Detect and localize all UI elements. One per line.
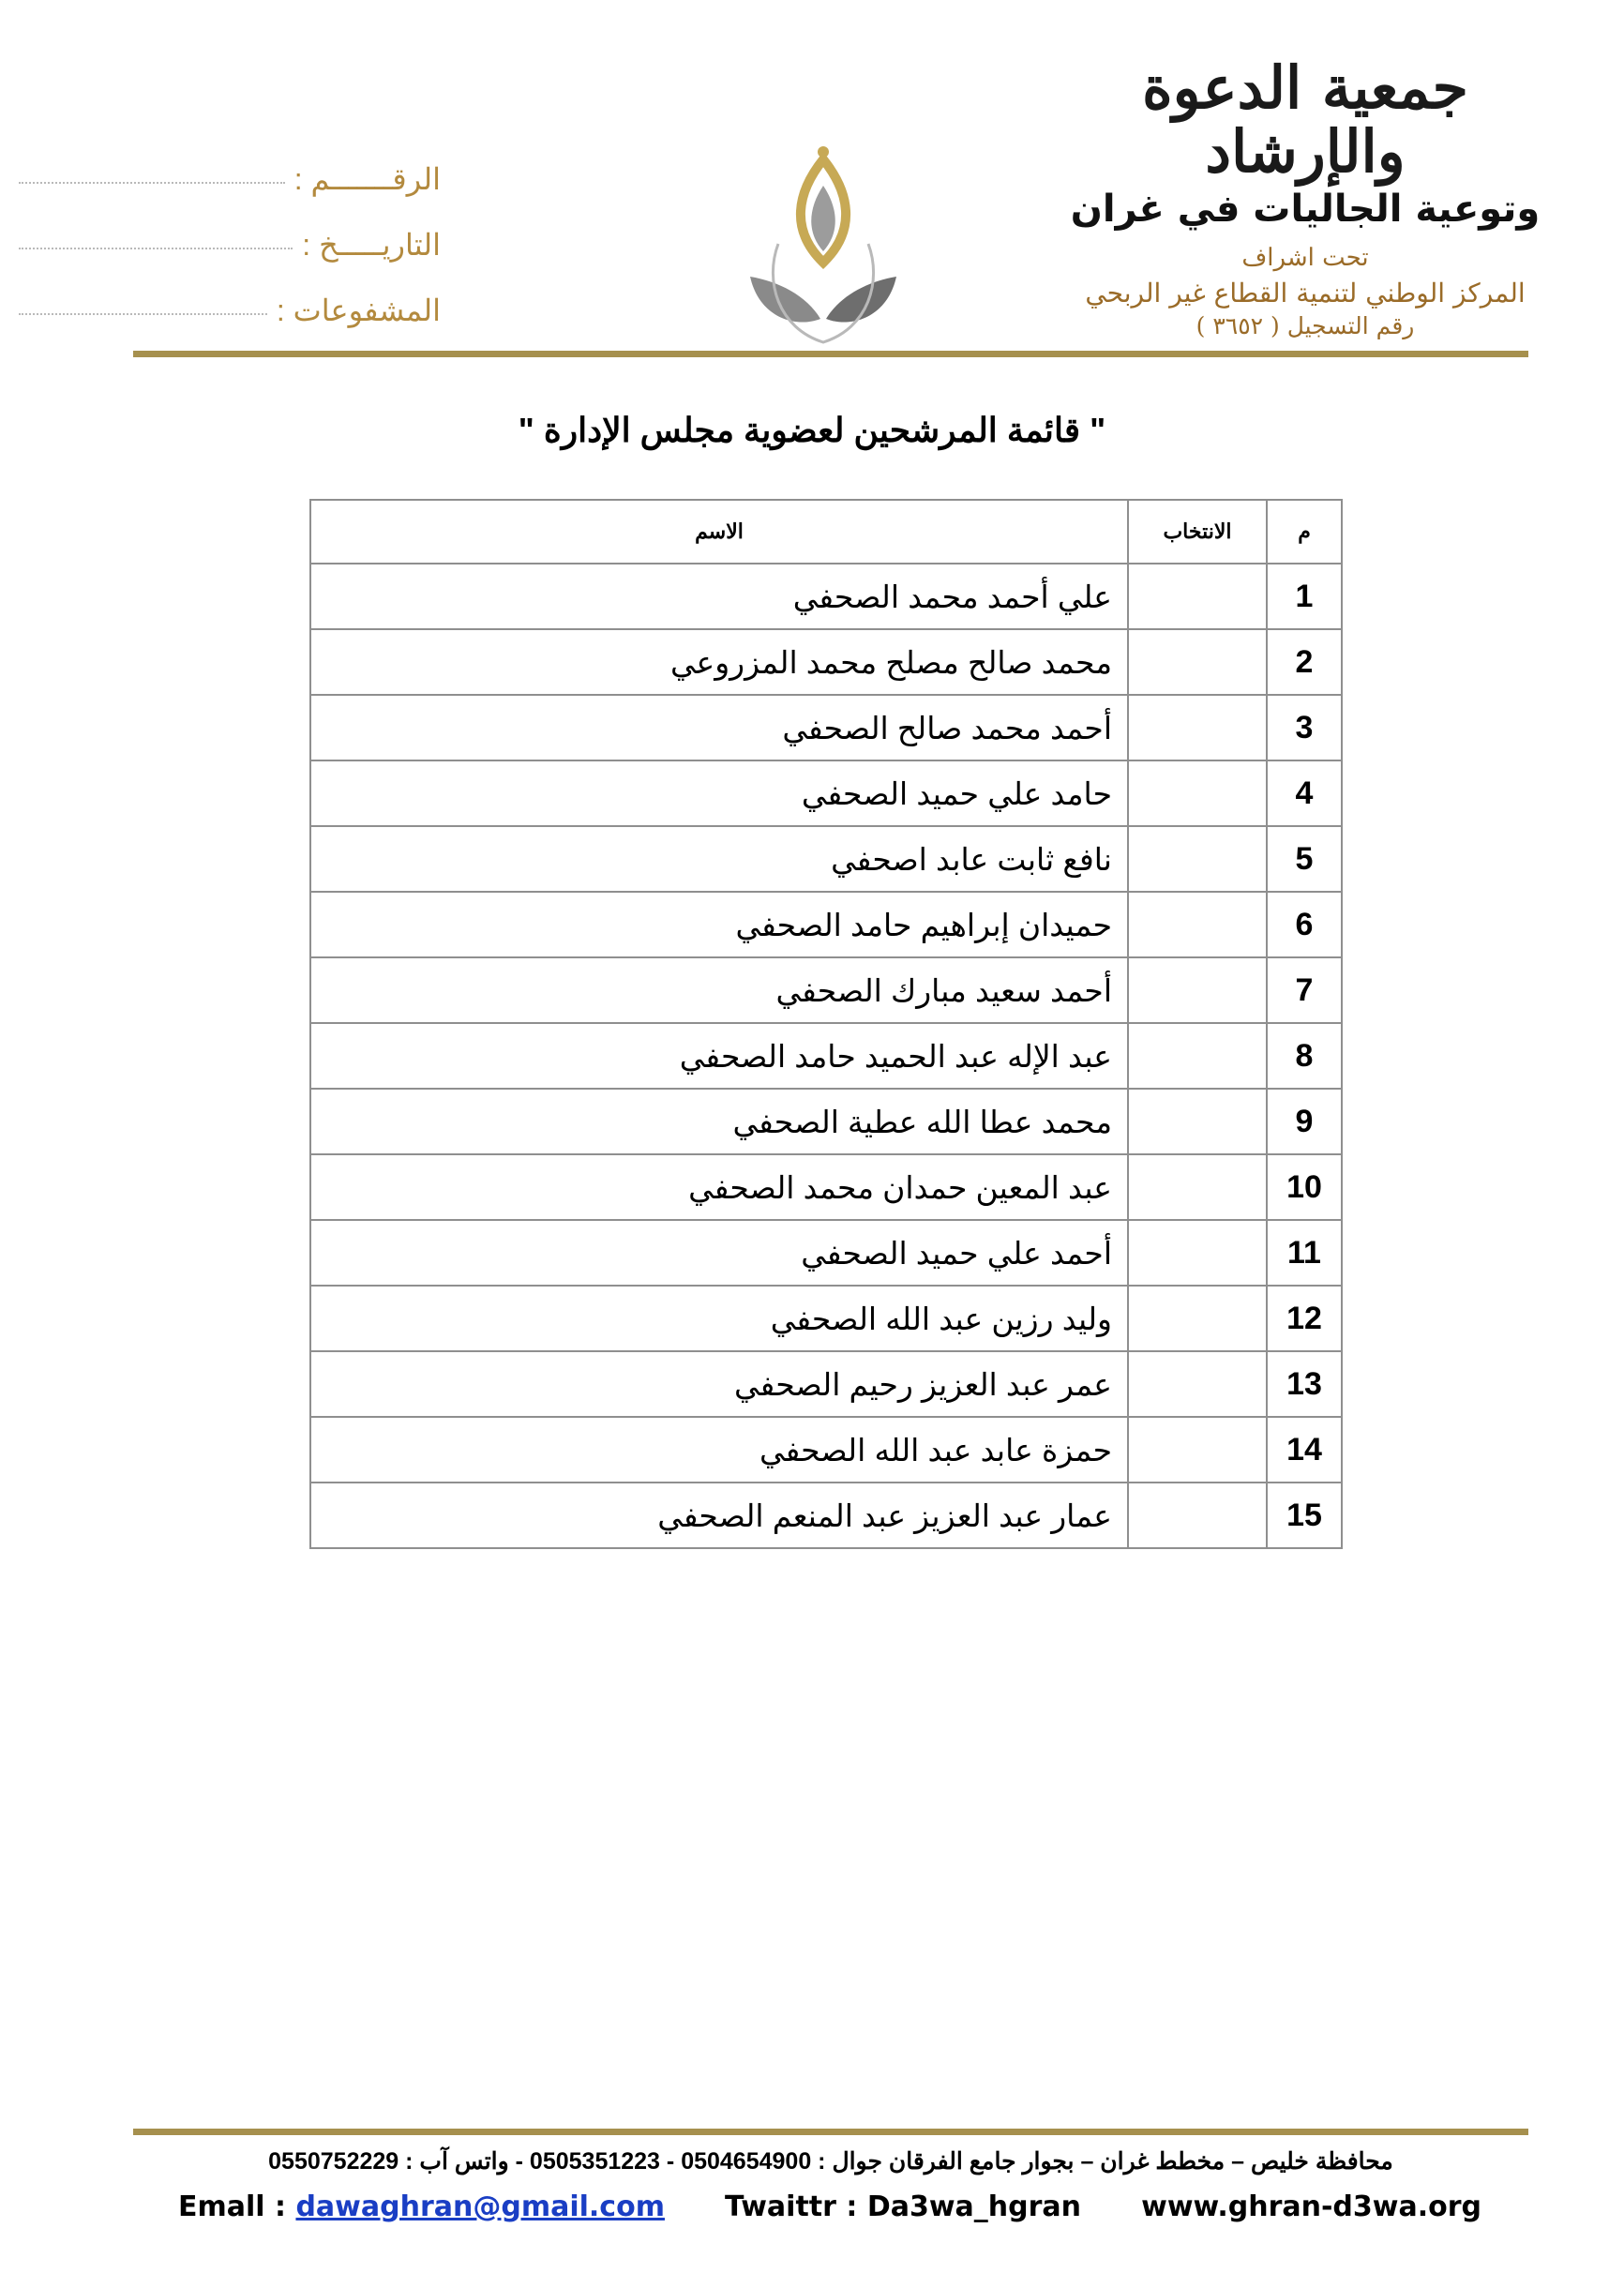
supervising-center: المركز الوطني لتنمية القطاع غير الربحي — [1085, 278, 1526, 309]
row-number: 4 — [1267, 760, 1342, 826]
table-row — [310, 1483, 1342, 1548]
attachments-field[interactable] — [19, 263, 441, 328]
column-header-vote: الانتخاب — [1128, 500, 1267, 564]
table-row — [310, 1351, 1342, 1417]
footer-email — [178, 2190, 665, 2223]
organization-subtitle: وتوعية الجاليات في غران — [1070, 188, 1541, 232]
row-number: 7 — [1267, 957, 1342, 1023]
candidate-name: علي أحمد محمد الصحفي — [310, 564, 1128, 629]
reference-fields — [19, 131, 441, 328]
table-row — [310, 1417, 1342, 1483]
row-number: 3 — [1267, 695, 1342, 760]
reference-number-label: الرقـــــــم : — [293, 162, 441, 196]
organization-logo — [722, 141, 938, 356]
vote-cell[interactable] — [1128, 957, 1267, 1023]
twitter-handle: Twaittr : Da3wa_hgran — [725, 2190, 1082, 2223]
table-row — [310, 957, 1342, 1023]
table-row — [310, 892, 1342, 957]
column-header-name: الاسم — [310, 500, 1128, 564]
header-divider — [133, 351, 1528, 357]
vote-cell[interactable] — [1128, 564, 1267, 629]
reference-number-dotted-line — [19, 181, 285, 184]
website-link[interactable]: www.ghran-d3wa.org — [1141, 2190, 1481, 2223]
vote-cell[interactable] — [1128, 629, 1267, 695]
table-row — [310, 1154, 1342, 1220]
vote-cell[interactable] — [1128, 1089, 1267, 1154]
registration-number: رقم التسجيل ( ٣٦٥٢ ) — [1195, 312, 1415, 340]
row-number: 10 — [1267, 1154, 1342, 1220]
organization-name: جمعية الدعوة والإرشاد — [1142, 53, 1468, 187]
date-field[interactable] — [19, 197, 441, 263]
table-row — [310, 826, 1342, 892]
table-header-row — [310, 500, 1342, 564]
vote-cell[interactable] — [1128, 1351, 1267, 1417]
vote-cell[interactable] — [1128, 1417, 1267, 1483]
candidate-name: عمر عبد العزيز رحيم الصحفي — [310, 1351, 1128, 1417]
vote-cell[interactable] — [1128, 760, 1267, 826]
candidate-name: أحمد محمد صالح الصحفي — [310, 695, 1128, 760]
table-row — [310, 760, 1342, 826]
candidate-name: محمد عطا الله عطية الصحفي — [310, 1089, 1128, 1154]
attachments-dotted-line — [19, 312, 267, 315]
email-label: Emall : — [178, 2190, 296, 2223]
column-header-number: م — [1267, 500, 1342, 564]
candidate-name: أحمد سعيد مبارك الصحفي — [310, 957, 1128, 1023]
row-number: 8 — [1267, 1023, 1342, 1089]
date-label: التاريـــــخ : — [302, 228, 441, 262]
table-row — [310, 1220, 1342, 1286]
candidate-name: عبد الإله عبد الحميد حامد الصحفي — [310, 1023, 1128, 1089]
vote-cell[interactable] — [1128, 695, 1267, 760]
candidate-name: حميدان إبراهيم حامد الصحفي — [310, 892, 1128, 957]
vote-cell[interactable] — [1128, 1483, 1267, 1548]
table-row — [310, 629, 1342, 695]
table-row — [310, 564, 1342, 629]
row-number: 14 — [1267, 1417, 1342, 1483]
table-row — [310, 1089, 1342, 1154]
candidate-name: أحمد علي حميد الصحفي — [310, 1220, 1128, 1286]
vote-cell[interactable] — [1128, 1023, 1267, 1089]
vote-cell[interactable] — [1128, 1154, 1267, 1220]
table-row — [310, 695, 1342, 760]
attachments-label: المشفوعات : — [276, 294, 441, 327]
candidate-name: عبد المعين حمدان محمد الصحفي — [310, 1154, 1128, 1220]
row-number: 13 — [1267, 1351, 1342, 1417]
logo-emblem-icon — [722, 141, 938, 356]
candidate-name: حامد علي حميد الصحفي — [310, 760, 1128, 826]
candidates-table — [309, 499, 1343, 1549]
row-number: 12 — [1267, 1286, 1342, 1351]
vote-cell[interactable] — [1128, 1220, 1267, 1286]
footer-address-contacts: محافظة خليص – مخطط غران – بجوار جامع الفرقان جوال : 0504654900 - 0505351223 - واتس آب : 0550752229 — [268, 2148, 1393, 2175]
row-number: 11 — [1267, 1220, 1342, 1286]
row-number: 5 — [1267, 826, 1342, 892]
document-title: " قائمة المرشحين لعضوية مجلس الإدارة " — [518, 411, 1106, 449]
organization-header — [1043, 53, 1568, 340]
vote-cell[interactable] — [1128, 1286, 1267, 1351]
candidate-name: عمار عبد العزيز عبد المنعم الصحفي — [310, 1483, 1128, 1548]
vote-cell[interactable] — [1128, 826, 1267, 892]
reference-number-field[interactable] — [19, 131, 441, 197]
candidate-name: محمد صالح مصلح محمد المزروعي — [310, 629, 1128, 695]
row-number: 6 — [1267, 892, 1342, 957]
supervision-label: تحت اشراف — [1241, 244, 1369, 273]
candidate-name: نافع ثابت عابد اصحفي — [310, 826, 1128, 892]
footer-links — [178, 2190, 1481, 2223]
table-row — [310, 1023, 1342, 1089]
footer-divider — [133, 2129, 1528, 2135]
candidate-name: حمزة عابد عبد الله الصحفي — [310, 1417, 1128, 1483]
row-number: 1 — [1267, 564, 1342, 629]
row-number: 15 — [1267, 1483, 1342, 1548]
email-link[interactable]: dawaghran@gmail.com — [295, 2190, 665, 2223]
candidate-name: وليد رزين عبد الله الصحفي — [310, 1286, 1128, 1351]
row-number: 9 — [1267, 1089, 1342, 1154]
row-number: 2 — [1267, 629, 1342, 695]
date-dotted-line — [19, 247, 293, 249]
table-row — [310, 1286, 1342, 1351]
vote-cell[interactable] — [1128, 892, 1267, 957]
